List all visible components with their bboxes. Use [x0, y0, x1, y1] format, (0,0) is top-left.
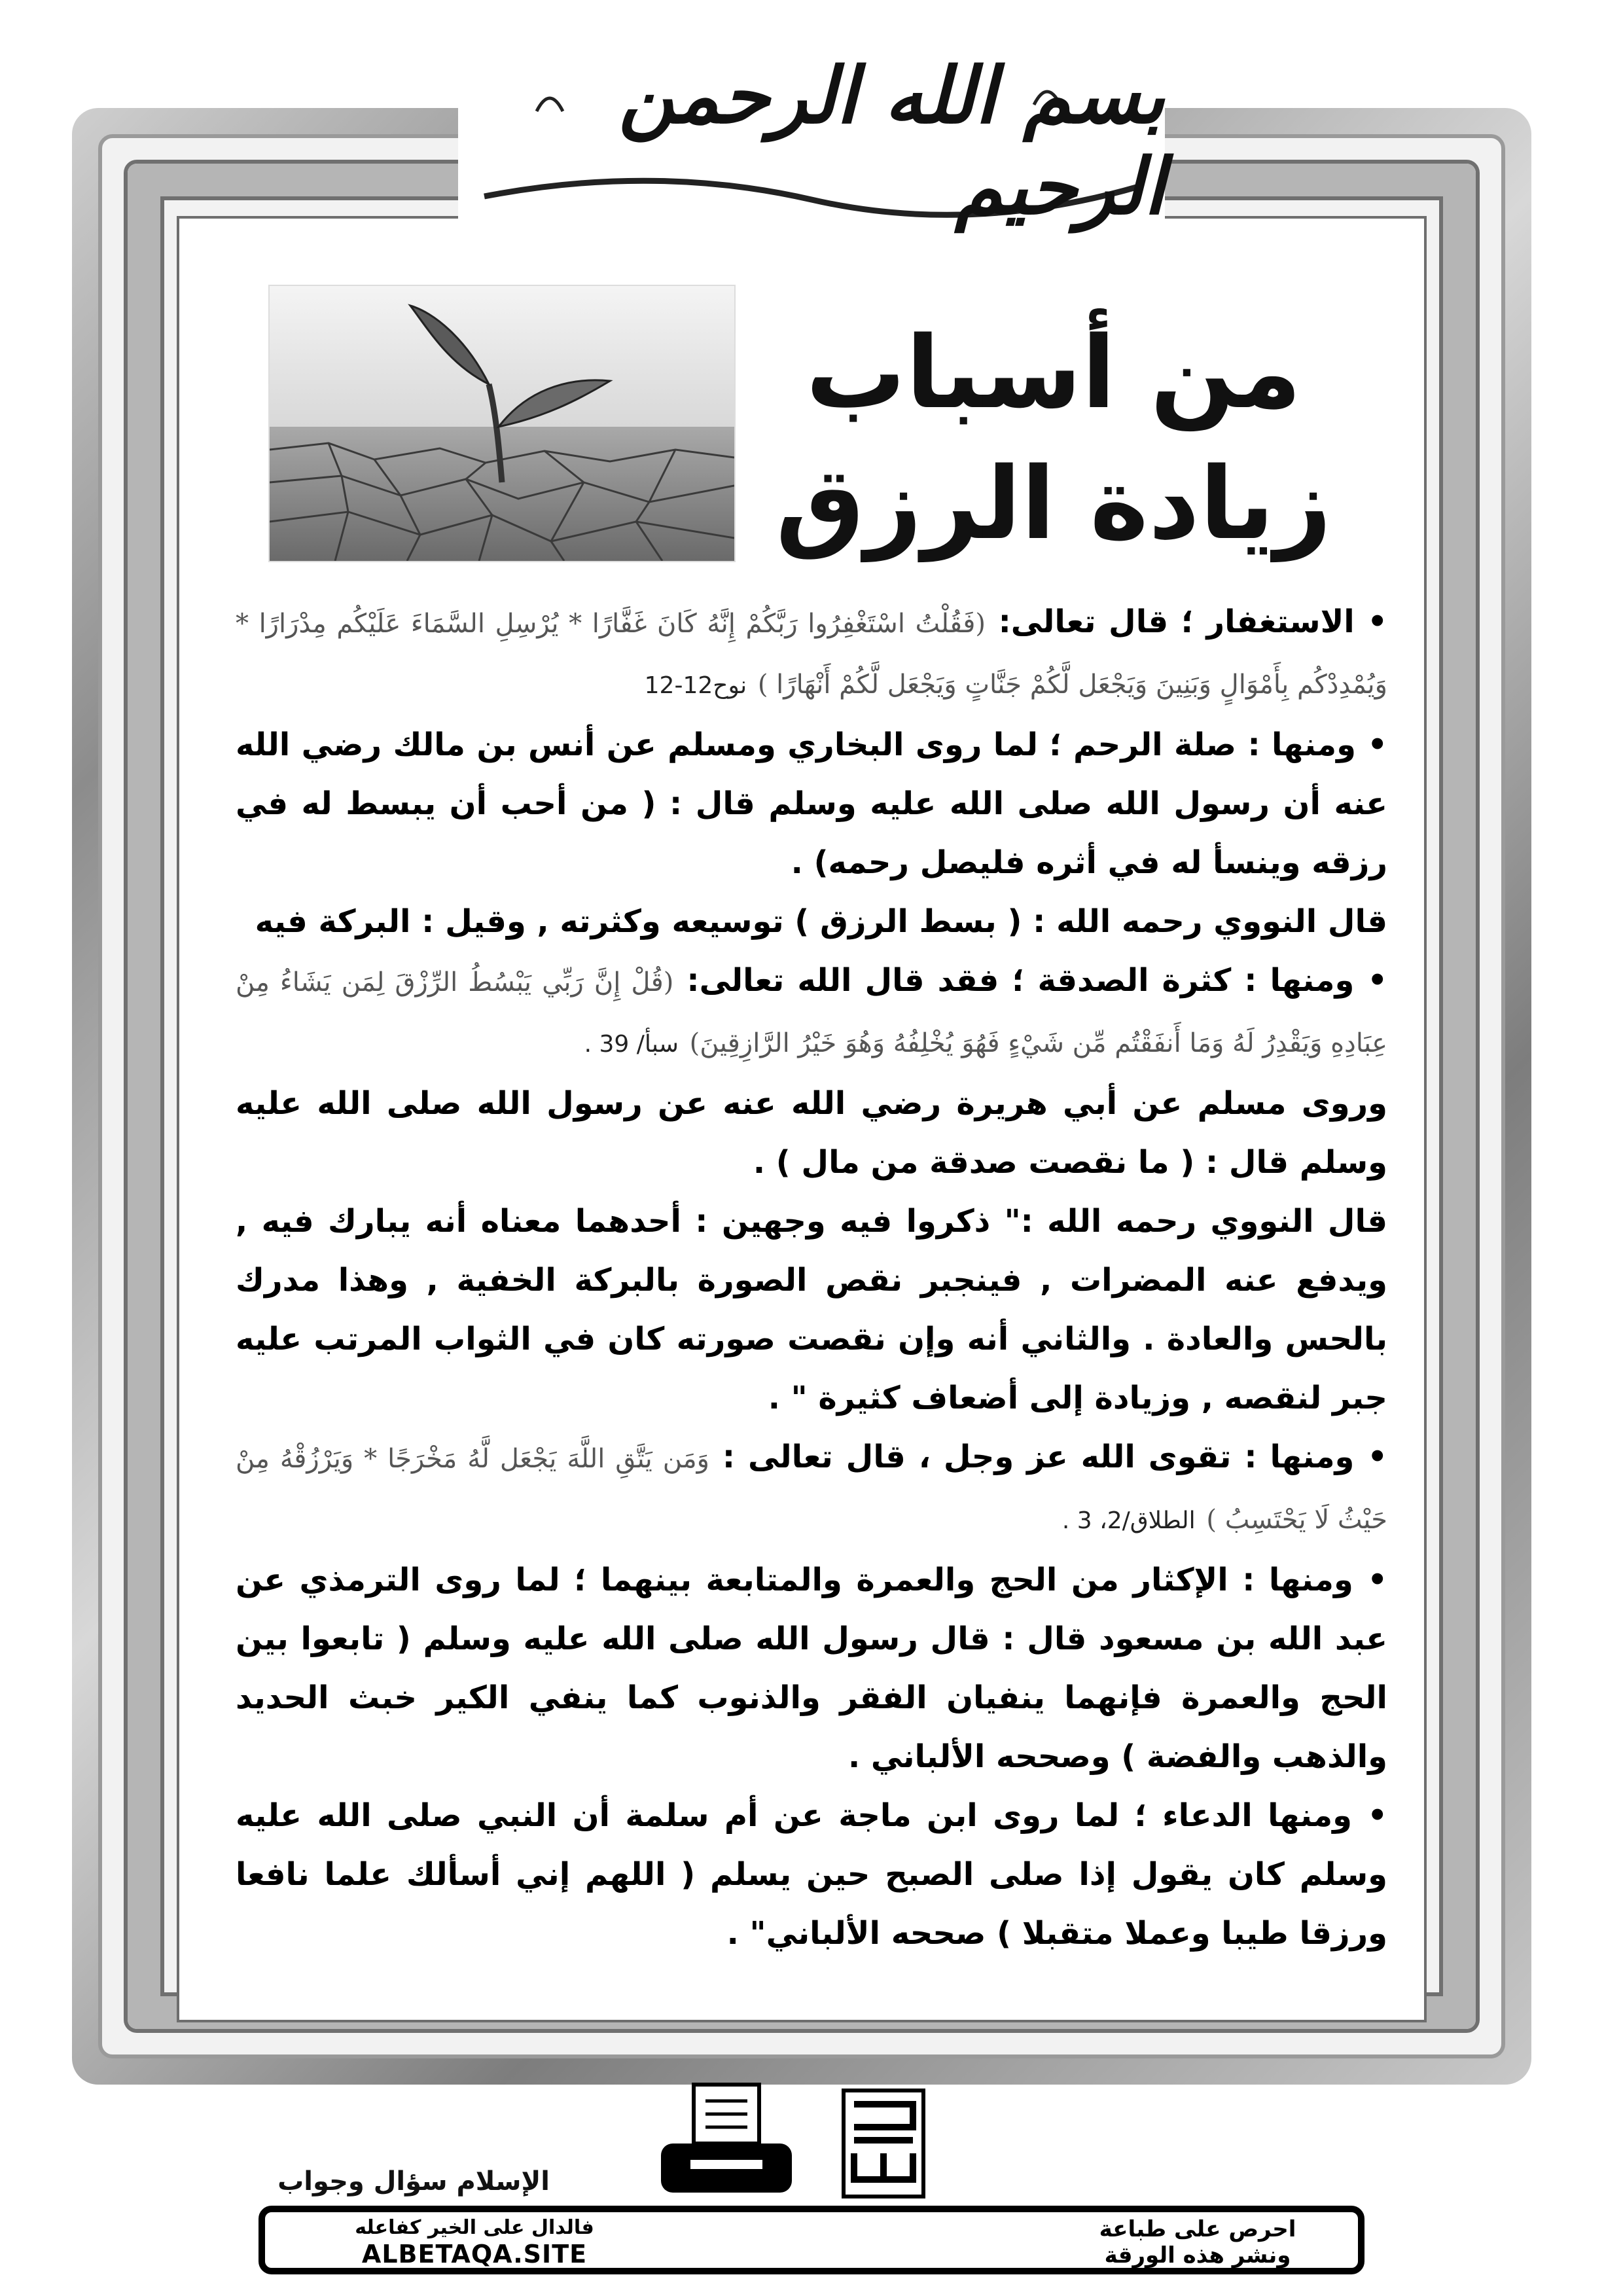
verse-reference: الطلاق/2، 3 . — [1061, 1507, 1196, 1534]
paragraph-lead: • ومنها : كثرة الصدقة ؛ فقد قال الله تعالى: — [687, 962, 1387, 999]
paragraph-lead: • الاستغفار ؛ قال تعالى: — [998, 603, 1388, 640]
article-body — [236, 592, 1387, 1963]
paragraph-nawawi-1 — [236, 892, 1387, 951]
paragraph-hajj-umrah — [236, 1551, 1387, 1786]
paragraph-lead: • ومنها الدعاء ؛ لما روى ابن ماجة عن أم سلمة أن النبي صلى الله عليه وسلم كان يقول إذا صلى الصبح حين يسلم ( اللهم إني أسألك علما نافعا ورزقا طيبا وعملا متقبلا ) صححه الألباني" . — [236, 1797, 1387, 1952]
page-title — [766, 308, 1342, 569]
paragraph-sadaqa — [236, 951, 1387, 1074]
paragraph-lead: وروى مسلم عن أبي هريرة رضي الله عنه عن رسول الله صلى الله عليه وسلم قال : ( ما نقصت صدقة من مال ) . — [236, 1085, 1387, 1181]
paragraph-lead: • ومنها : تقوى الله عز وجل ، قال تعالى : — [722, 1439, 1387, 1475]
paragraph-taqwa — [236, 1427, 1387, 1551]
quran-verse: (فَقُلْتُ اسْتَغْفِرُوا رَبَّكُمْ إِنَّهُ كَانَ غَفَّارًا * يُرْسِلِ السَّمَاءَ عَلَيْكُم مِدْرَارًا * وَيُمْدِدْكُم بِأَمْوَالٍ وَبَنِينَ وَيَجْعَل لَّكُمْ جَنَّاتٍ وَيَجْعَل لَّكُمْ أَنْهَارًا ) — [236, 609, 1387, 700]
basmala-header — [458, 46, 1165, 236]
paragraph-lead: قال النووي رحمه الله :" ذكروا فيه وجهين : أحدهما معناه أنه يبارك فيه , ويدفع عنه المضرات , فينجبر نقص الصورة بالبركة الخفية , وهذا مدرك بالحس والعادة . والثاني أنه وإن نقصت صورته كان في الثواب المرتب عليه جبر لنقصه , وزيادة إلى أضعاف كثيرة " . — [236, 1203, 1387, 1416]
paragraph-muslim-hadith — [236, 1074, 1387, 1192]
verse-reference: نوح12-12 — [644, 672, 747, 699]
footer-website-block — [304, 2216, 645, 2269]
printer-icon — [654, 2081, 798, 2199]
dawat-alwaraqa-logo — [841, 2088, 926, 2199]
footer-print-note — [1057, 2216, 1338, 2269]
footer-bar — [259, 2206, 1364, 2274]
paragraph-istighfar — [236, 592, 1387, 715]
quran-verse: وَمَن يَتَّقِ اللَّهَ يَجْعَل لَّهُ مَخْرَجًا * وَيَرْزُقْهُ مِنْ حَيْثُ لَا يَحْتَسِبُ ) — [236, 1444, 1387, 1535]
seedling-in-cracked-earth-icon — [270, 286, 734, 561]
paragraph-dua — [236, 1786, 1387, 1963]
paragraph-silat-rahim — [236, 715, 1387, 892]
footer-print-line-2: ونشر هذه الورقة — [1104, 2242, 1291, 2269]
footer-website-link[interactable]: ALBETAQA.SITE — [361, 2240, 588, 2269]
paragraph-lead: • ومنها : الإكثار من الحج والعمرة والمتابعة بينهما ؛ لما روى الترمذي عن عبد الله بن مسعود قال : قال رسول الله صلى الله عليه وسلم ( تابعوا بين الحج والعمرة فإنهما ينفيان الفقر والذنوب كما ينفي الكير خبث الحديد والذهب والفضة ) وصححه الألباني . — [236, 1562, 1387, 1775]
footer-motto: فالدال على الخير كفاعله — [355, 2216, 594, 2239]
paragraph-lead: • ومنها : صلة الرحم ؛ لما روى البخاري ومسلم عن أنس بن مالك رضي الله عنه أن رسول الله صلى الله عليه وسلم قال : ( من أحب أن يبسط له في رزقه وينسأ له في أثره فليصل رحمه) . — [236, 726, 1387, 881]
verse-reference: سبأ/ 39 . — [584, 1031, 679, 1058]
title-line-2: زيادة الرزق — [776, 446, 1332, 562]
quran-verse: (قُلْ إِنَّ رَبِّي يَبْسُطُ الرِّزْقَ لِمَن يَشَاءُ مِنْ عِبَادِهِ وَيَقْدِرُ لَهُ وَمَا أَنفَقْتُم مِّن شَيْءٍ فَهُوَ يُخْلِفُهُ وَهُوَ خَيْرُ الرَّازِقِينَ) — [236, 967, 1387, 1058]
footer-print-line-1: احرص على طباعة — [1099, 2216, 1296, 2242]
basmala-text: بسم الله الرحمن الرحيم — [618, 50, 1165, 232]
source-credit: الإسلام سؤال وجواب — [277, 2166, 550, 2197]
paragraph-lead: قال النووي رحمه الله : ( بسط الرزق ) توسيعه وكثرته , وقيل : البركة فيه — [255, 903, 1387, 940]
title-line-1: من أسباب — [806, 315, 1302, 431]
seedling-photo — [268, 285, 736, 562]
paragraph-nawawi-2 — [236, 1192, 1387, 1427]
